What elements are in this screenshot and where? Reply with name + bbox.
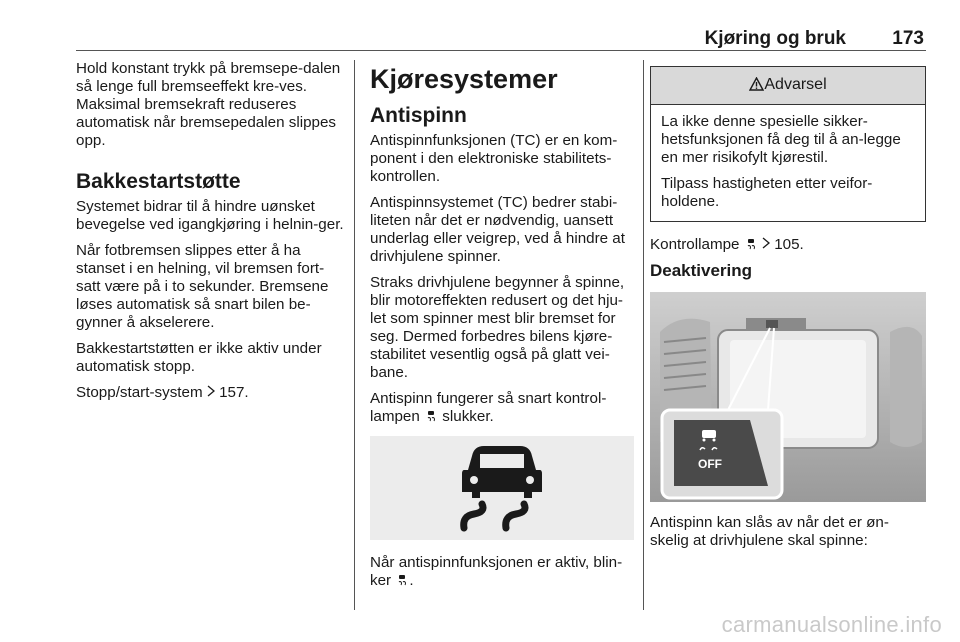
section-title: Kjøring og bruk [704, 28, 846, 49]
page-ref-icon [762, 236, 770, 254]
paragraph [370, 390, 634, 426]
warning-icon [749, 77, 764, 96]
heading-deactivation: Deaktivering [650, 261, 753, 280]
column-divider [643, 60, 644, 610]
text: Kontrollampe [650, 236, 740, 253]
text: Når antispinnfunksjonen er aktiv, blin-ker [370, 554, 623, 589]
text: . [409, 572, 414, 589]
page-ref-icon [207, 384, 215, 402]
traction-control-icon [426, 409, 436, 421]
paragraph: Bakkestartstøtten er ikke aktiv under automatisk stopp. [76, 340, 322, 375]
reference-page: 157. [219, 384, 249, 401]
intro-paragraph: Hold konstant trykk på bremsepe-dalen så lenge full bremseeffekt kre-ves. Maksimal bremsekraft reduseres automatisk når bremsepedalen slippes opp. [76, 60, 341, 149]
warning-header [651, 67, 925, 105]
column-divider [354, 60, 355, 610]
column-right [650, 60, 926, 558]
column-middle [370, 60, 634, 598]
warning-title: Advarsel [764, 76, 827, 93]
warning-paragraph: Tilpass hastigheten etter veifor-holdene. [661, 175, 873, 210]
paragraph: Straks drivhjulene begynner å spinne, blir motoreffekten redusert og det hju-let som spinner mest blir bremset for seg. Dermed forbedres bilens kjøre-stabilitet vesentlig også på glatt vei-bane. [370, 274, 625, 381]
reference-paragraph [76, 384, 344, 402]
traction-control-symbol-image [370, 436, 634, 540]
warning-box [650, 66, 926, 222]
chapter-title: Kjøresystemer [370, 64, 558, 94]
reference-text: Stopp/start-system [76, 384, 203, 401]
traction-control-icon [746, 237, 756, 249]
warning-paragraph: La ikke denne spesielle sikker-hetsfunksjonen få deg til å an-legge en mer risikofylt kjørestil. [661, 113, 901, 166]
warning-body [651, 105, 925, 221]
paragraph [650, 236, 926, 254]
text: slukker. [442, 408, 494, 425]
page-header [76, 28, 926, 51]
heading-hill-start: Bakkestartstøtte [76, 170, 241, 193]
page-number: 173 [892, 28, 924, 49]
dashboard-button-image [650, 292, 926, 502]
traction-control-icon [397, 573, 407, 585]
paragraph: Når fotbremsen slippes etter å ha stanset i en helning, vil bremsen fort-satt være på i to sekunder. Bremsene løses automatisk så snart bilen be-gynner å akselerere. [76, 242, 329, 331]
paragraph [370, 554, 634, 590]
reference-page: 105. [774, 236, 804, 253]
off-label: OFF [698, 457, 722, 471]
column-left [76, 60, 344, 410]
paragraph: Antispinnsystemet (TC) bedrer stabi-liteten når det er nødvendig, uansett underlag eller veigrep, ved å hindre at drivhjulene spinner. [370, 194, 625, 265]
heading-traction-control: Antispinn [370, 104, 467, 127]
text: Antispinn fungerer så snart kontrol-lampen [370, 390, 607, 425]
watermark: carmanualsonline.info [721, 612, 942, 637]
paragraph: Systemet bidrar til å hindre uønsket bevegelse ved igangkjøring i helnin-ger. [76, 198, 344, 233]
paragraph: Antispinnfunksjonen (TC) er en kom-ponent i den elektroniske stabilitets-kontrollen. [370, 132, 618, 185]
paragraph: Antispinn kan slås av når det er øn-skelig at drivhjulene skal spinne: [650, 514, 889, 549]
